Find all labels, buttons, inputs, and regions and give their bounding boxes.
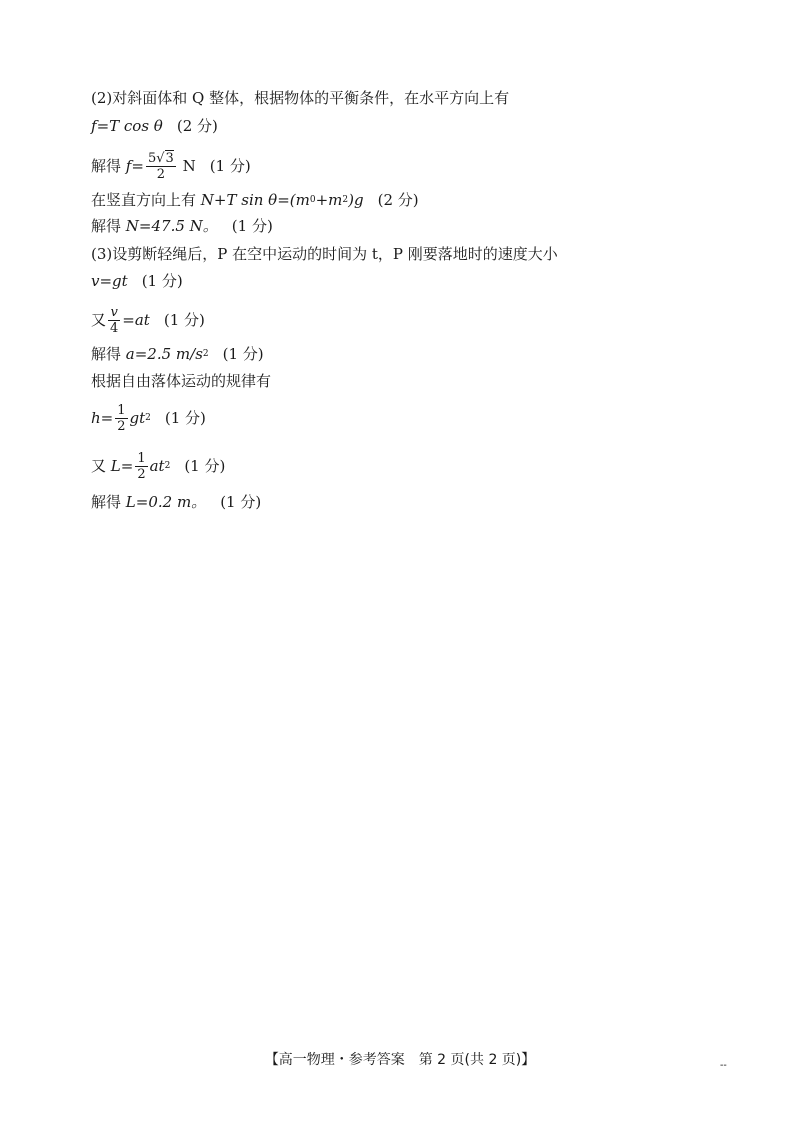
fraction xyxy=(108,305,120,336)
formula: gt xyxy=(129,409,146,427)
score: (1 分) xyxy=(184,457,226,475)
corner-mark: -- xyxy=(720,1060,727,1071)
fraction: $\frac{5√3}{2}$ xyxy=(147,150,174,182)
fraction xyxy=(115,403,127,434)
solution-line-4: 在竖直方向上有 N+T sin θ=(m 0 +m 2 )g (2 分) xyxy=(91,191,419,209)
prefix: 在竖直方向上有 xyxy=(91,191,197,209)
formula: N=47.5 N。 xyxy=(125,217,218,235)
formula: v=gt xyxy=(91,272,128,290)
fraction-den: 2 xyxy=(117,418,126,434)
score: (1 分) xyxy=(163,311,205,329)
score: (1 分) xyxy=(231,217,273,235)
formula: a=2.5 m/s xyxy=(125,345,203,363)
fraction-num: 1 xyxy=(137,450,146,466)
formula: L=0.2 m。 xyxy=(125,493,207,511)
formula: =at xyxy=(122,311,150,329)
solution-line-9: 解得 a=2.5 m/s 2 (1 分) xyxy=(91,345,264,363)
solution-line-12: 又 L= $\frac{1}{2}$ at 2 (1 分) xyxy=(91,450,226,482)
text: (3)设剪断轻绳后，P 在空中运动的时间为 t，P 刚要落地时的速度大小 xyxy=(91,245,558,263)
score: (1 分) xyxy=(222,345,264,363)
score: (1 分) xyxy=(209,157,251,175)
unit: N xyxy=(182,157,196,175)
solution-line-7 xyxy=(91,271,183,291)
formula: +m xyxy=(315,191,343,209)
solution-line-2 xyxy=(91,116,218,136)
fraction xyxy=(135,451,147,482)
prefix: 解得 xyxy=(91,345,122,363)
score: (1 分) xyxy=(141,272,183,290)
fraction-num: 1 xyxy=(117,402,126,418)
solution-line-8 xyxy=(91,302,205,338)
fraction-den: 4 xyxy=(110,320,119,336)
prefix: 解得 xyxy=(91,493,122,511)
prefix: 解得 xyxy=(91,217,122,235)
score: (2 分) xyxy=(176,117,218,135)
formula-var: f xyxy=(91,117,97,135)
formula: L= xyxy=(110,457,134,475)
prefix: 解得 xyxy=(91,157,122,175)
page-footer: 【高一物理・参考答案 第 2 页(共 2 页)】 xyxy=(264,1052,536,1068)
solution-line-13 xyxy=(91,492,261,512)
formula: =T cos θ xyxy=(96,117,163,135)
fraction-den: 2 xyxy=(156,166,165,182)
text: 根据自由落体运动的规律有 xyxy=(91,372,272,390)
score: (1 分) xyxy=(220,493,262,511)
prefix: 又 xyxy=(91,457,107,475)
solution-line-11: h= $\frac{1}{2}$ gt 2 (1 分) xyxy=(91,402,206,434)
formula: )g xyxy=(348,191,364,209)
solution-line-3 xyxy=(91,146,251,186)
fraction-den: 2 xyxy=(137,466,146,482)
fraction-num: v xyxy=(110,304,118,320)
fraction-coef: 5 xyxy=(147,150,157,166)
score: (1 分) xyxy=(164,409,206,427)
score: (2 分) xyxy=(377,191,419,209)
formula-var: f xyxy=(125,157,132,175)
solution-line-6 xyxy=(91,244,558,264)
formula: h= xyxy=(91,409,114,427)
prefix: 又 xyxy=(91,311,107,329)
solution-line-1 xyxy=(91,88,509,108)
text: (2)对斜面体和 Q 整体，根据物体的平衡条件，在水平方向上有 xyxy=(91,89,510,107)
formula: N+T sin θ=(m xyxy=(200,191,310,209)
equals: = xyxy=(131,157,144,175)
radicand: 3 xyxy=(165,150,174,166)
formula: at xyxy=(149,457,165,475)
solution-line-5 xyxy=(91,216,273,236)
solution-line-10 xyxy=(91,371,271,391)
